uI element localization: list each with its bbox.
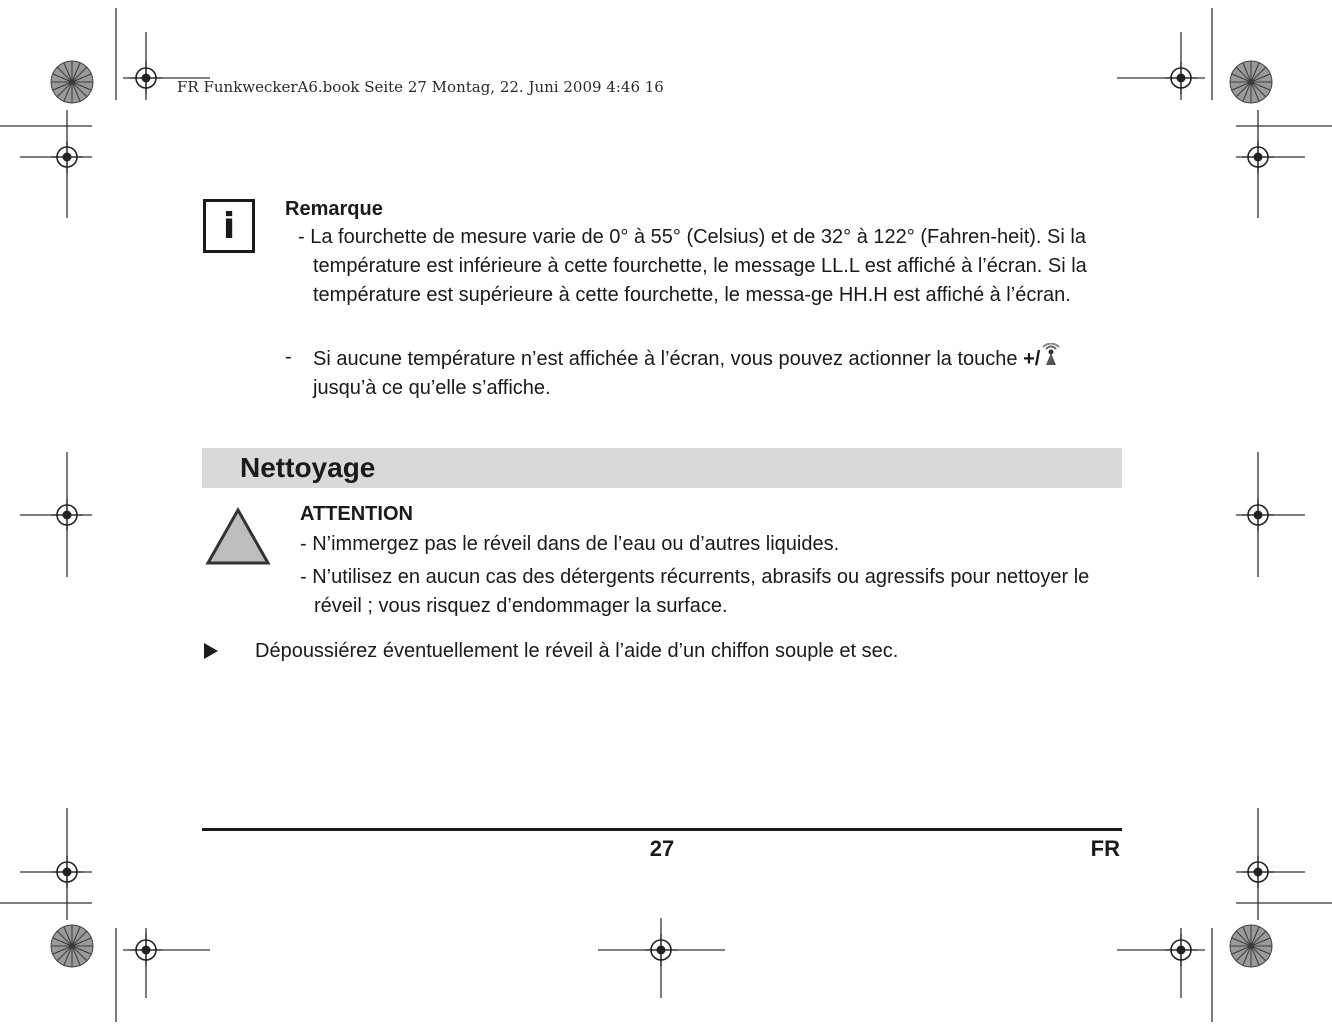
section-title: Nettoyage <box>240 452 376 483</box>
arrow-bullet-icon <box>204 643 218 659</box>
note-item-measure-range: - La fourchette de mesure varie de 0° à 55° (Celsius) et de 32° à 122° (Fahren-heit). Si la température est inférieure à cette fourchette, le message LL.L est affiché à l’écran. Si la température est supérieure à cette fourchette, le messa-ge HH.H est affiché à l’écran. <box>298 226 1087 306</box>
instruction-step: Dépoussiérez éventuellement le réveil à l’aide d’un chiffon souple et sec. <box>255 640 899 662</box>
plus-key-label: +/ <box>1023 348 1041 370</box>
radio-signal-icon <box>1040 343 1062 369</box>
footer-rule <box>202 828 1122 831</box>
warning-title: ATTENTION <box>300 503 413 525</box>
note-item-text-after: jusqu’à ce qu’elle s’affiche. <box>313 377 551 399</box>
info-icon <box>203 199 255 253</box>
note-item-no-temperature <box>285 343 1125 403</box>
language-code: FR <box>1090 836 1120 861</box>
warning-item-no-immersion: - N’immergez pas le réveil dans de l’eau ou d’autres liquides. <box>300 533 840 555</box>
note-item-text-before: Si aucune température n’est affichée à l’écran, vous pouvez actionner la touche <box>313 348 1024 370</box>
info-icon-letter: i <box>222 205 236 247</box>
print-slug: FR FunkweckerA6.book Seite 27 Montag, 22. Juni 2009 4:46 16 <box>177 78 664 96</box>
warning-triangle-icon <box>205 506 271 566</box>
page-number: 27 <box>649 836 675 861</box>
note-title: Remarque <box>285 198 383 220</box>
warning-item-no-detergents: - N’utilisez en aucun cas des détergents récurrents, abrasifs ou agressifs pour nettoyer le réveil ; vous risquez d’endommager la surface. <box>300 566 1090 617</box>
note-item-dash: - <box>285 346 292 368</box>
